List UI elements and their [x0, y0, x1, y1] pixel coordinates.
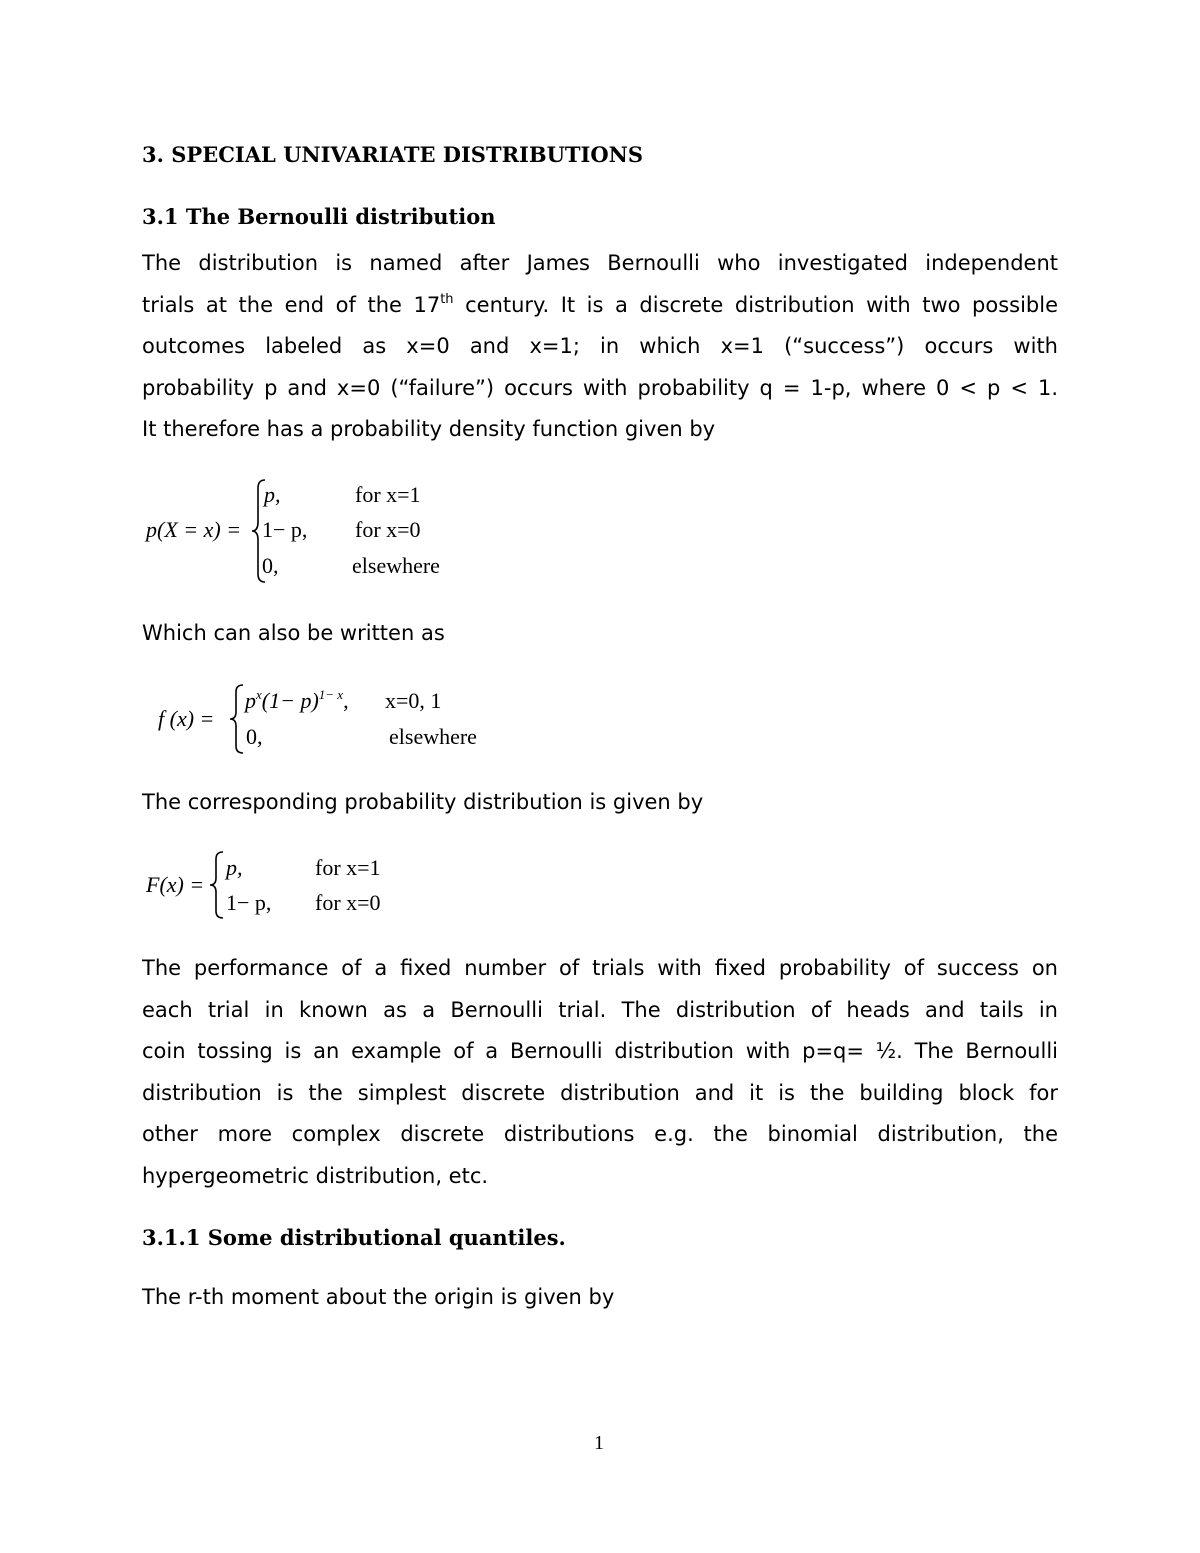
- pdf-case-1-condition: for x=1: [355, 482, 421, 507]
- pdf-equation-lhs: p(X = x) =: [146, 517, 242, 542]
- cdf-equation-lhs: F(x) =: [146, 872, 205, 897]
- moment-text: The r-th moment about the origin is given by: [142, 1285, 615, 1309]
- cdf-case-1-value: p,: [226, 855, 243, 880]
- compact-case-1-expression: $p^x(1- p)^{1- x}$,: [245, 687, 349, 713]
- chapter-heading: 3. SPECIAL UNIVARIATE DISTRIBUTIONS: [142, 142, 644, 167]
- left-brace-icon: [208, 850, 226, 920]
- subsection-heading: 3.1.1 Some distributional quantiles.: [142, 1225, 566, 1250]
- intro-line-5: It therefore has a probability density function given by: [142, 417, 716, 442]
- cdf-case-1-condition: for x=1: [315, 855, 381, 880]
- intro-line-1: The distribution is named after James Bernoulli who investigated independent: [142, 251, 1058, 275]
- trial-line-5: other more complex discrete distributions e.g. the binomial distribution, the: [142, 1122, 1058, 1147]
- trial-line-3: coin tossing is an example of a Bernoulli distribution with p=q= ½. The Bernoulli: [142, 1039, 1058, 1064]
- trial-line-1: The performance of a fixed number of trials with fixed probability of success on: [142, 956, 1058, 980]
- intro-paragraph: [142, 243, 1058, 451]
- page-number: 1: [594, 1432, 604, 1454]
- bernoulli-trial-paragraph: [142, 948, 1058, 1198]
- pdf-case-3-condition: elsewhere: [352, 553, 440, 578]
- intro-line-4: probability p and x=0 (“failure”) occurs with probability q = 1-p, where 0 < p < 1.: [142, 375, 1058, 400]
- left-brace-icon: [228, 683, 246, 755]
- compact-equation-lhs: f (x) =: [158, 706, 215, 731]
- cdf-case-2-condition: for x=0: [315, 890, 381, 915]
- compact-case-2-value: 0,: [246, 724, 263, 749]
- pdf-case-1-value: p,: [264, 482, 281, 507]
- intro-line-2: trials at the end of the 17th century. It is a discrete distribution with two possible: [142, 291, 1058, 317]
- trial-line-4: distribution is the simplest discrete distribution and it is the building block for: [142, 1080, 1058, 1105]
- eq3-intro-text: The corresponding probability distribution is given by: [142, 790, 704, 814]
- pdf-case-3-value: 0,: [262, 553, 279, 578]
- trial-line-2: each trial in known as a Bernoulli trial. The distribution of heads and tails in: [142, 997, 1058, 1022]
- pdf-case-2-condition: for x=0: [355, 517, 421, 542]
- compact-case-2-condition: elsewhere: [389, 724, 477, 749]
- intro-line-3: outcomes labeled as x=0 and x=1; in which x=1 (“success”) occurs with: [142, 334, 1058, 359]
- cdf-case-2-value: 1− p,: [226, 890, 272, 915]
- pdf-case-2-value: 1− p,: [262, 517, 308, 542]
- section-heading: 3.1 The Bernoulli distribution: [142, 204, 496, 229]
- trial-line-6: hypergeometric distribution, etc.: [142, 1163, 489, 1188]
- eq2-intro-text: Which can also be written as: [142, 621, 445, 645]
- compact-case-1-condition: x=0, 1: [385, 688, 442, 713]
